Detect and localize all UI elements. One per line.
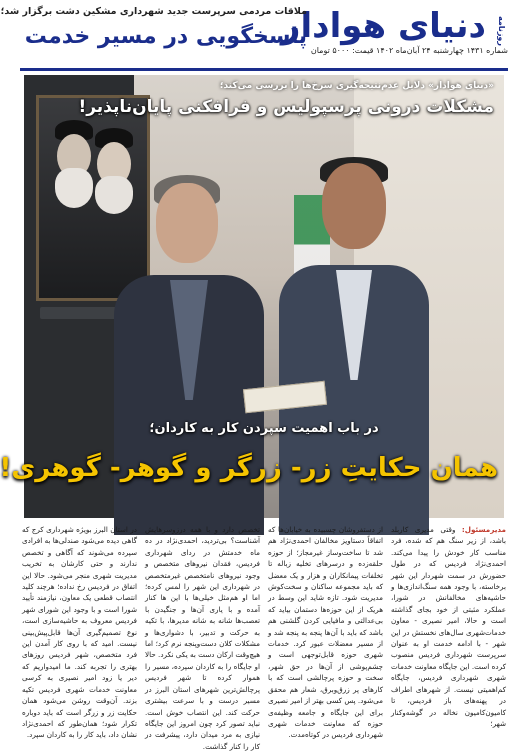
column-text: در استان البرز بویژه شهرداری کرج که گاهی دیده می‌شود صندلی‌ها به افرادی سپرده می‌شوند که آگاهی و تخصص ندارند و حتی کارشان به تخریب مدیریت شهری منجر می‌شود. حالا این اتفاق در فردیس رخ نداده؛ هرچند کلید انتصاب قطعی یک معاون، نیازمند تأیید شورا است و با وجود این شورای شهر فردیس معروف به حاشیه‌سازی است، نوع تصمیم‌گیری آن‌ها قابل‌پیش‌بینی نیست. امید که با روی کار آمدن این فرد متخصص، شهر فردیس روزهای بهتری را تجربه کند. ما امیدواریم که دیر یا زود امیر نصیری به کرسی معاونت خدمات شهری فردیس تکیه بزند. آن‌وقت روشن می‌شود همان حکایت زر و زرگر است که باید دوباره تکرار شود؛ همان‌طور که احمدی‌نژاد نشان داد، باید کار را به کاردان سپرد. [22, 525, 137, 740]
portrait-beard [95, 176, 133, 214]
man-left-head [156, 183, 218, 263]
article-column-2 [268, 524, 383, 740]
article-column-3 [145, 524, 260, 751]
cover-kicker: «دنیای هوادار» دلایل عدم‌نتیجه‌گیری سرخ‌ها را بررسی می‌کند؛ [219, 81, 494, 91]
logo-side-text: روزنامه [497, 16, 506, 46]
portrait-beard [55, 168, 93, 208]
overlay-kicker: در باب اهمیت سپردن کار به کاردان؛ [149, 421, 379, 436]
article-columns [22, 524, 506, 751]
wall-portrait [36, 95, 150, 301]
column-text: وقتی مدیری کاربلد باشد، از زیر سنگ هم که شده، فرد مناسب کار خودش را پیدا می‌کند. احمدی‌نژاد فردیس که در طول حضورش در سمت شهردار این شهر برخاسته، با وجود همه سنگ‌اندازی‌ها و حاشیه‌های مخالفانش در شورا، عملکرد مثبتی از خود بجای گذاشته است و حالا، امیر نصیری - معاون خدمات‌شهری سال‌های نخستش در این شهر - با ادامه خدمت او به عنوان سرپرست شهرداری فردیس منصوب کرده است. این جایگاه معاونت خدمات شهری شهرداری فردیس، جایگاه کم‌اهمیتی نیست. از شهرهای اطراف در پهنه‌های باز فردیس، تا کامیون‌کامیون نخاله در گوشه‌وکنار شهر؛ [391, 525, 506, 728]
column-text: تخصص دارد و با همه درزوسرهایش آشناست؟ بی‌تردید، احمدی‌نژاد در ده ماه خدمتش در ردای شهرداری فردیس، فقدان نیروهای متخصص و وجود نیروهای نا‌متخصص غیرمتخصص در شهرداری این شهر را لمس کرده؛ اما او هم‌مثل خیلی‌ها با این ها کنار آمده و با یاری آن‌ها و جنگیدن با تعصب‌ها شانه به شانه مدیرها، با تکیه به حرکت و تدبیر، با دشواری‌ها و مشکلات کلان دست‌وپنجه نرم کرد؛ اما هیچ‌وقت ارکان دست به یکی نکرد. حالا او جایگاه را به کاردان سپرده، مسیر را هموار کرده تا شهر فردیس پرچالش‌ترین شهرهای استان البرز در مسیر درست و با سرعت بیشتری حرکت کند. این انتصاب خوش است. نباید تصور کرد چون امروز این جایگاه نیازی به مرد میدان دارد، پیشرفت در کار را کنار گذاشت. [145, 525, 260, 751]
column-text: از دستفروشان چسبیده به خیابان‌ها که اتفاقاً دستاویز مخالفان احمدی‌نژاد هم شد تا ساخت‌وساز غیرمجاز؛ از حوزه حلقه‌زده و درسرهای تخلیه زباله تا تخلفات پیمانکاران و هزار و یک معضل که باید مجموعه ساکنان و سخت‌کوش مدیریت شود. تازه شاید این وسط در هریک از این حوزه‌ها دستمان بیاید که بی‌عدالتی و مافیایی کردن گلشنی هم باشد که باید با آن‌ها پنجه به پنجه شد و از مسیر معضلات عبور کرد. خدمات شهری حوزه قابل‌توجهی است و چشم‌پوشی از آن‌ها در حق شهر، سخت و حوزه پرچالشی است که با کارهای پر زرق‌وبرق، شعار هم محقق می‌شود. پس کسی بهتر از امیر نصیری برای این جایگاه و جامعه وظیفه‌ی حوزه که معاونت خدمات شهری شهرداری فردیس در کوتاه‌مدت. [268, 525, 383, 740]
man-right-head [322, 163, 386, 249]
issue-info: شماره ۱۴۳۱ چهارشنبه ۲۴ آبان‌ماه ۱۴۰۲ قیمت: ۵۰۰۰ تومان [310, 46, 508, 55]
article-column-1 [391, 524, 506, 728]
masthead [0, 0, 514, 70]
logo-text: دنیای هوادار [280, 6, 486, 46]
cover-headline[interactable]: مشکلات درونی پرسپولیس و فرافکنی پایان‌ناپذیر! [78, 97, 494, 117]
column-lead: مدیرمسئول: [461, 525, 506, 534]
top-story-headline[interactable]: پاسخگویی در مسیر خدمت [24, 24, 307, 49]
article-column-4 [22, 524, 137, 740]
overlay-headline[interactable]: همان حکایتِ زر- زرگر و گوهر- گوهری! [0, 453, 498, 483]
top-story-kicker: ملاقات مردمی سرپرست جدید شهرداری مشکین دشت برگزار شد؛ [0, 6, 307, 17]
masthead-divider [20, 68, 508, 71]
wall-plaque [40, 307, 120, 319]
cover-photo [0, 75, 504, 518]
